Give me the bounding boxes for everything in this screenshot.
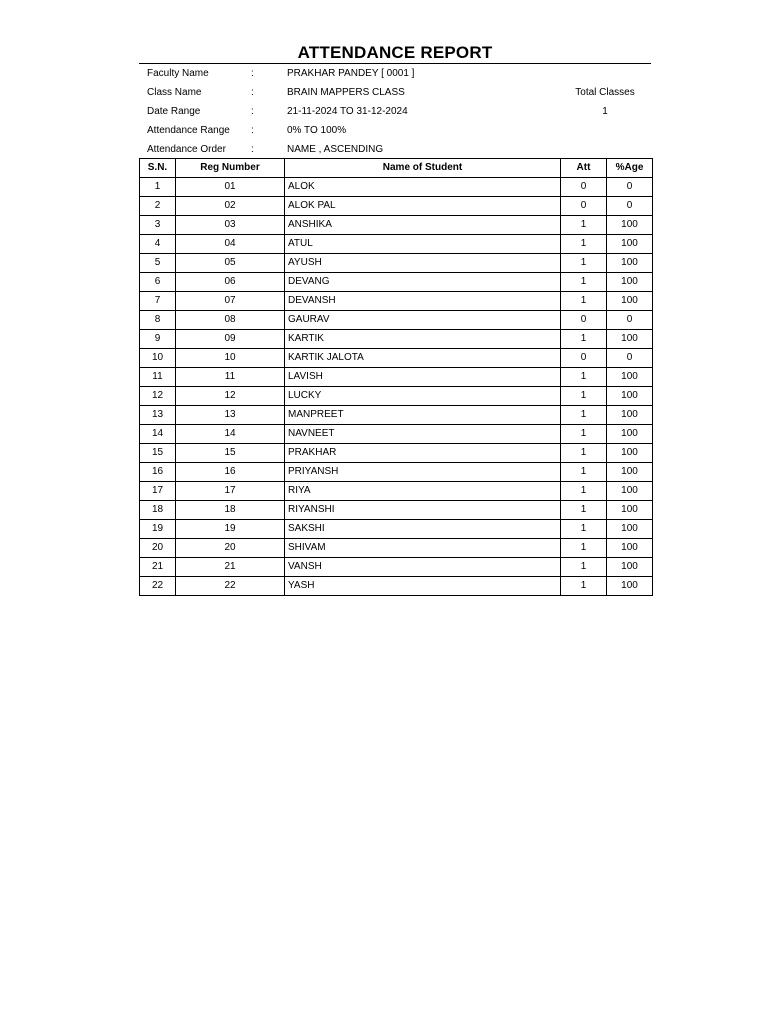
cell-percentage: 100 (607, 273, 653, 292)
cell-reg-number: 07 (176, 292, 285, 311)
cell-att: 1 (561, 444, 607, 463)
cell-percentage: 100 (607, 482, 653, 501)
cell-percentage: 100 (607, 254, 653, 273)
cell-reg-number: 19 (176, 520, 285, 539)
cell-student-name: PRAKHAR (285, 444, 561, 463)
cell-att: 1 (561, 216, 607, 235)
class-value: BRAIN MAPPERS CLASS (287, 87, 405, 98)
cell-sn: 16 (140, 463, 176, 482)
cell-sn: 1 (140, 178, 176, 197)
header-sn: S.N. (140, 159, 176, 178)
table-row (140, 425, 653, 444)
meta-row-date (139, 102, 651, 121)
cell-student-name: PRIYANSH (285, 463, 561, 482)
table-row (140, 387, 653, 406)
cell-sn: 7 (140, 292, 176, 311)
cell-sn: 18 (140, 501, 176, 520)
table-row (140, 254, 653, 273)
cell-percentage: 0 (607, 197, 653, 216)
cell-sn: 9 (140, 330, 176, 349)
attendance-order-label: Attendance Order (147, 144, 226, 155)
cell-percentage: 100 (607, 501, 653, 520)
cell-student-name: YASH (285, 577, 561, 596)
meta-row-faculty (139, 64, 651, 83)
header-reg-number: Reg Number (176, 159, 285, 178)
meta-row-class (139, 83, 651, 102)
cell-student-name: SHIVAM (285, 539, 561, 558)
cell-student-name: RIYANSHI (285, 501, 561, 520)
cell-reg-number: 12 (176, 387, 285, 406)
cell-percentage: 0 (607, 178, 653, 197)
cell-reg-number: 17 (176, 482, 285, 501)
cell-sn: 8 (140, 311, 176, 330)
faculty-label: Faculty Name (147, 68, 209, 79)
faculty-separator: : (251, 68, 254, 79)
cell-sn: 15 (140, 444, 176, 463)
cell-sn: 11 (140, 368, 176, 387)
date-range-value: 21-11-2024 TO 31-12-2024 (287, 106, 408, 117)
date-range-separator: : (251, 106, 254, 117)
cell-sn: 13 (140, 406, 176, 425)
cell-student-name: ALOK PAL (285, 197, 561, 216)
table-body (140, 178, 653, 596)
cell-reg-number: 08 (176, 311, 285, 330)
cell-sn: 4 (140, 235, 176, 254)
cell-att: 1 (561, 330, 607, 349)
cell-att: 1 (561, 520, 607, 539)
cell-student-name: LAVISH (285, 368, 561, 387)
cell-student-name: LUCKY (285, 387, 561, 406)
attendance-order-value: NAME , ASCENDING (287, 144, 384, 155)
cell-reg-number: 18 (176, 501, 285, 520)
cell-percentage: 100 (607, 558, 653, 577)
attendance-report (139, 40, 651, 596)
cell-sn: 20 (140, 539, 176, 558)
header-student-name: Name of Student (285, 159, 561, 178)
cell-reg-number: 04 (176, 235, 285, 254)
report-meta (139, 64, 651, 158)
cell-reg-number: 14 (176, 425, 285, 444)
meta-row-range (139, 121, 651, 140)
cell-percentage: 100 (607, 425, 653, 444)
table-row (140, 178, 653, 197)
cell-percentage: 100 (607, 463, 653, 482)
cell-sn: 14 (140, 425, 176, 444)
cell-att: 1 (561, 463, 607, 482)
cell-sn: 5 (140, 254, 176, 273)
cell-reg-number: 05 (176, 254, 285, 273)
cell-sn: 21 (140, 558, 176, 577)
cell-percentage: 100 (607, 216, 653, 235)
total-classes-label: Total Classes (575, 87, 635, 98)
cell-att: 0 (561, 311, 607, 330)
table-row (140, 273, 653, 292)
cell-att: 1 (561, 482, 607, 501)
table-row (140, 349, 653, 368)
cell-percentage: 100 (607, 330, 653, 349)
cell-percentage: 100 (607, 577, 653, 596)
cell-att: 1 (561, 368, 607, 387)
cell-sn: 22 (140, 577, 176, 596)
attendance-range-value: 0% TO 100% (287, 125, 347, 136)
table-row (140, 577, 653, 596)
cell-student-name: ATUL (285, 235, 561, 254)
table-row (140, 292, 653, 311)
cell-reg-number: 06 (176, 273, 285, 292)
cell-percentage: 100 (607, 539, 653, 558)
cell-att: 1 (561, 406, 607, 425)
table-row (140, 558, 653, 577)
header-att: Att (561, 159, 607, 178)
cell-percentage: 100 (607, 235, 653, 254)
cell-sn: 3 (140, 216, 176, 235)
table-row (140, 235, 653, 254)
cell-student-name: DEVANSH (285, 292, 561, 311)
table-row (140, 216, 653, 235)
cell-att: 1 (561, 577, 607, 596)
cell-student-name: AYUSH (285, 254, 561, 273)
cell-student-name: KARTIK JALOTA (285, 349, 561, 368)
cell-reg-number: 15 (176, 444, 285, 463)
cell-reg-number: 10 (176, 349, 285, 368)
table-row (140, 482, 653, 501)
cell-att: 1 (561, 292, 607, 311)
cell-att: 1 (561, 539, 607, 558)
cell-reg-number: 22 (176, 577, 285, 596)
cell-sn: 10 (140, 349, 176, 368)
cell-att: 0 (561, 197, 607, 216)
table-row (140, 406, 653, 425)
cell-percentage: 100 (607, 292, 653, 311)
class-label: Class Name (147, 87, 202, 98)
cell-att: 1 (561, 235, 607, 254)
cell-att: 1 (561, 387, 607, 406)
table-row (140, 520, 653, 539)
cell-percentage: 100 (607, 406, 653, 425)
cell-student-name: ALOK (285, 178, 561, 197)
attendance-range-separator: : (251, 125, 254, 136)
cell-student-name: SAKSHI (285, 520, 561, 539)
cell-sn: 2 (140, 197, 176, 216)
cell-reg-number: 01 (176, 178, 285, 197)
cell-student-name: KARTIK (285, 330, 561, 349)
cell-student-name: DEVANG (285, 273, 561, 292)
cell-percentage: 100 (607, 387, 653, 406)
cell-att: 1 (561, 501, 607, 520)
cell-att: 1 (561, 558, 607, 577)
cell-sn: 19 (140, 520, 176, 539)
cell-student-name: VANSH (285, 558, 561, 577)
total-classes-value: 1 (602, 106, 608, 117)
cell-reg-number: 09 (176, 330, 285, 349)
report-title: ATTENDANCE REPORT (139, 40, 651, 64)
cell-percentage: 100 (607, 444, 653, 463)
cell-sn: 12 (140, 387, 176, 406)
cell-att: 1 (561, 273, 607, 292)
cell-reg-number: 03 (176, 216, 285, 235)
cell-student-name: RIYA (285, 482, 561, 501)
faculty-value: PRAKHAR PANDEY [ 0001 ] (287, 68, 415, 79)
table-row (140, 463, 653, 482)
cell-percentage: 0 (607, 311, 653, 330)
cell-student-name: NAVNEET (285, 425, 561, 444)
table-row (140, 311, 653, 330)
table-row (140, 444, 653, 463)
cell-att: 0 (561, 349, 607, 368)
table-row (140, 501, 653, 520)
class-separator: : (251, 87, 254, 98)
cell-percentage: 100 (607, 368, 653, 387)
cell-reg-number: 21 (176, 558, 285, 577)
cell-reg-number: 11 (176, 368, 285, 387)
cell-att: 0 (561, 178, 607, 197)
cell-reg-number: 16 (176, 463, 285, 482)
cell-percentage: 100 (607, 520, 653, 539)
header-percentage: %Age (607, 159, 653, 178)
attendance-table (139, 158, 653, 596)
attendance-order-separator: : (251, 144, 254, 155)
cell-reg-number: 13 (176, 406, 285, 425)
table-row (140, 539, 653, 558)
cell-reg-number: 20 (176, 539, 285, 558)
cell-percentage: 0 (607, 349, 653, 368)
meta-row-order (139, 140, 651, 159)
cell-student-name: MANPREET (285, 406, 561, 425)
table-header-row (140, 159, 653, 178)
cell-sn: 17 (140, 482, 176, 501)
table-row (140, 330, 653, 349)
table-row (140, 368, 653, 387)
cell-att: 1 (561, 425, 607, 444)
date-range-label: Date Range (147, 106, 201, 117)
cell-sn: 6 (140, 273, 176, 292)
table-row (140, 197, 653, 216)
cell-student-name: GAURAV (285, 311, 561, 330)
cell-student-name: ANSHIKA (285, 216, 561, 235)
attendance-range-label: Attendance Range (147, 125, 230, 136)
cell-reg-number: 02 (176, 197, 285, 216)
cell-att: 1 (561, 254, 607, 273)
